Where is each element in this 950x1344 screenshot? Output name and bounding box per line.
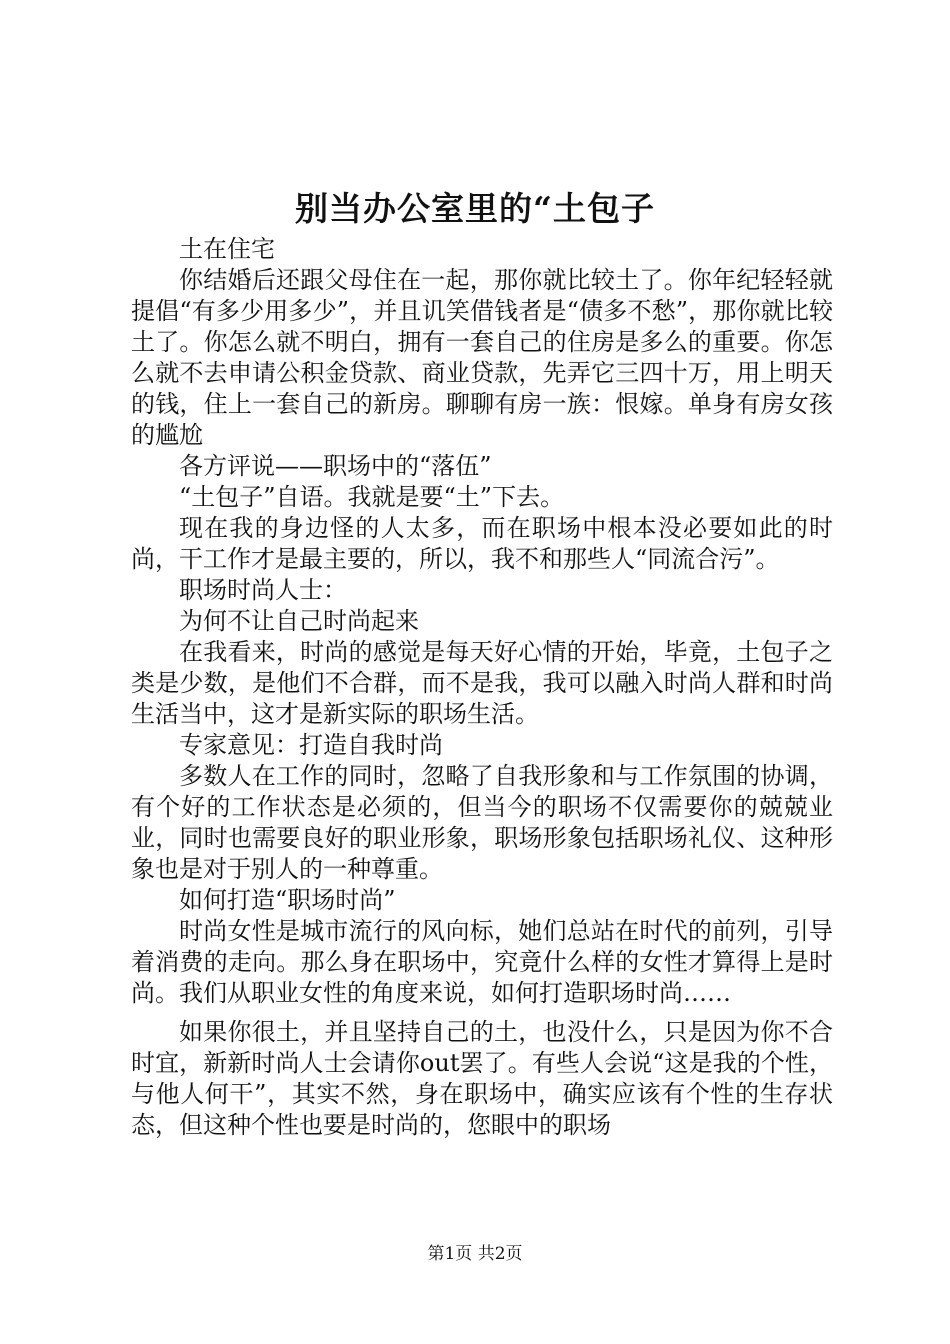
paragraph-13: 如果你很土，并且坚持自己的土，也没什么，只是因为你不合时宜，新新时尚人士会请你out罢了。有些人会说“这是我的个性，与他人何干”，其实不然，身在职场中，确实应该有个性的生存状态，但这种个性也要是时尚的，您眼中的职场	[131, 1018, 833, 1139]
paragraph-3: 各方评说——职场中的“落伍”	[179, 452, 492, 480]
paragraph-5: 现在我的身边怪的人太多，而在职场中根本没必要如此的时尚，干工作才是最主要的，所以，我不和那些人“同流合污”。	[131, 514, 833, 573]
document-title: 别当办公室里的“土包子	[295, 189, 655, 228]
paragraph-2: 你结婚后还跟父母住在一起，那你就比较土了。你年纪轻轻就提倡“有多少用多少”，并且讥笑借钱者是“债多不愁”，那你就比较土了。你怎么就不明白，拥有一套自己的住房是多么的重要。你怎么就不去申请公积金贷款、商业贷款，先弄它三四十万，用上明天的钱，住上一套自己的新房。聊聊有房一族：恨嫁。单身有房女孩的尴尬	[131, 266, 833, 449]
document-body	[131, 234, 833, 1141]
page-number: 第1页 共2页	[427, 1244, 523, 1264]
paragraph-1: 土在住宅	[179, 235, 275, 263]
paragraph-4: “土包子”自语。我就是要“土”下去。	[179, 483, 565, 511]
paragraph-6: 职场时尚人士：	[179, 576, 347, 604]
paragraph-9: 专家意见：打造自我时尚	[179, 731, 443, 759]
paragraph-10: 多数人在工作的同时，忽略了自我形象和与工作氛围的协调，有个好的工作状态是必须的，但当今的职场不仅需要你的兢兢业业，同时也需要良好的职业形象，职场形象包括职场礼仪、这种形象也是对于别人的一种尊重。	[131, 762, 833, 883]
paragraph-12: 时尚女性是城市流行的风向标，她们总站在时代的前列，引导着消费的走向。那么身在职场中，究竟什么样的女性才算得上是时尚。我们从职业女性的角度来说，如何打造职场时尚……	[131, 917, 833, 1007]
paragraph-8: 在我看来，时尚的感觉是每天好心情的开始，毕竟，土包子之类是少数，是他们不合群，而不是我，我可以融入时尚人群和时尚生活当中，这才是新实际的职场生活。	[131, 638, 833, 728]
paragraph-7: 为何不让自己时尚起来	[179, 607, 419, 635]
paragraph-11: 如何打造“职场时尚”	[179, 886, 396, 914]
